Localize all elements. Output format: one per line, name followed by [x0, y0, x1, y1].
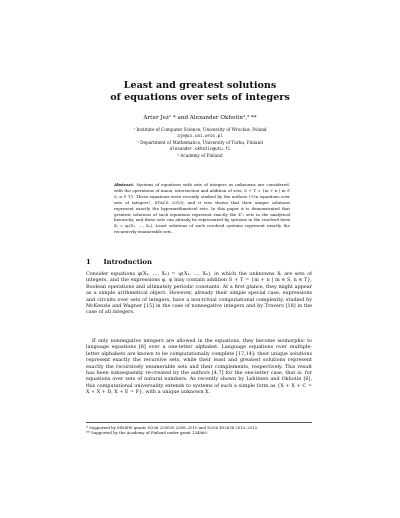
footnote-2: ** Supported by the Academy of Finland under grant 134860.	[86, 430, 209, 435]
section-number: 1	[86, 258, 91, 266]
affiliation-2: ² Department of Mathematics, University of Turku, Finland	[137, 140, 263, 145]
affiliation-1: ¹ Institute of Computer Science, University of Wrocław, Poland	[133, 127, 267, 132]
paper-title-line2: of equations over sets of integers	[110, 92, 290, 103]
abstract-label: Abstract.	[114, 182, 135, 187]
footnotes	[86, 422, 312, 435]
paper-title-line1: Least and greatest solutions	[123, 80, 277, 91]
affiliation-1-email: aje@cs.uni.wroc.pl	[177, 133, 223, 138]
section-title: Introduction	[103, 258, 152, 266]
section-heading	[86, 258, 152, 267]
authors: Artur Jeż¹ * and Alexander Okhotin²,³ **	[143, 115, 257, 121]
affiliation-3: ³ Academy of Finland	[177, 153, 223, 158]
abstract	[114, 182, 290, 235]
intro-paragraph-2-text: If only nonnegative integers are allowed in the equations, they become isomorphic to language equations [8] over a one-letter alphabet. Language equations over multiple-letter alphabets are known to be computationally complete [17,14]: their unique solutions represent exactly the recursive sets, while their least and greatest solutions represent exactly the recursively enumerable sets and their complements, respectively. This result has been subsequently re-created by the authors [4,7] for the one-letter case, that is, for equations over sets of natural numbers. As recently shown by Lehtinen and Okhotin [6], this computational universality extends to systems of such a simple form as {X + X + C = X + X + D, X + E = F}, with a unique unknown X.	[86, 338, 312, 396]
affiliation-2-email: alexander.okhotin@utu.fi	[169, 146, 231, 151]
intro-paragraph-1: Consider equations φ(X₁, …, Xₙ) = ψ(X₁, …, Xₙ), in which the unknowns Xᵢ are sets of integers, and the expressions φ, ψ may contain addition S + T = {m + n | m ∈ S, n ∈ T}, Boolean operations and ultimately periodic constants. At a first glance, they might appear as a simple arithmetical object. However, already their simple special case, expressions and circuits over sets of integers, have a non-trivial computational complexity, studied by McKenzie and Wagner [15] in the case of nonnegative integers and by Travers [18] in the case of all integers.	[86, 271, 312, 316]
intro-paragraph-2	[86, 338, 312, 396]
abstract-text: Systems of equations with sets of integers as unknowns are considered, with the operations of union, intersection and addition of sets, S + T = {m + n | m ∈ S, n ∈ T}. These equations were recently studied by the authors ("On equations over sets of integers", STACS 2010), and it was shown that their unique solutions represent exactly the hyperarithmetical sets. In this paper it is demonstrated that greatest solutions of such equations represent exactly the Σ¹₁ sets in the analytical hierarchy, and these sets can already be represented by systems in the resolved form Xᵢ = φᵢ(X₁, …, Xₙ). Least solutions of such resolved systems represent exactly the recursively enumerable sets.	[114, 182, 290, 235]
footnote-1: * Supported by MNiSW grants N206 259035 2008–2010 and N206 492638 2010–2012.	[86, 425, 259, 430]
